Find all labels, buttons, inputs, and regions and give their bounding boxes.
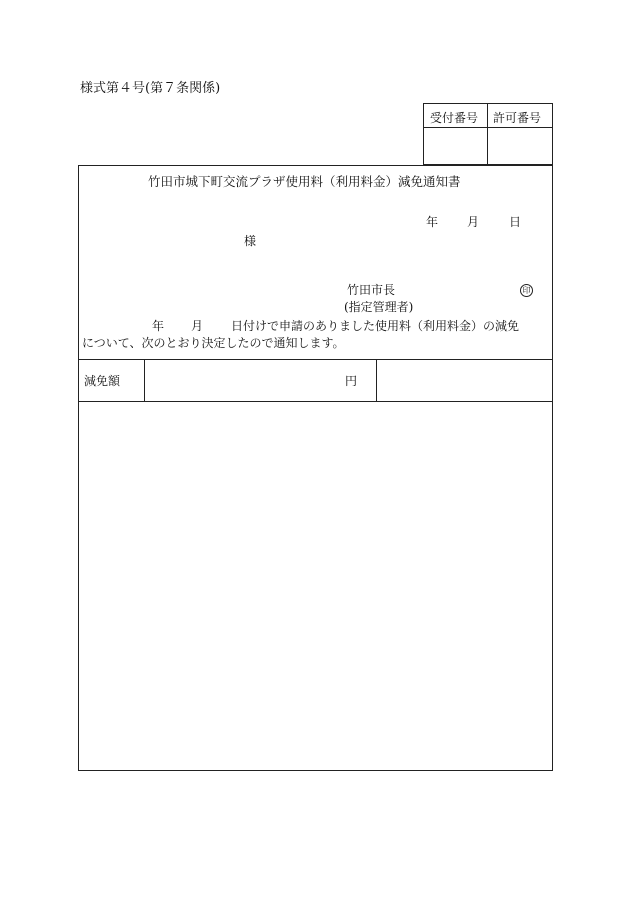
reduction-amount-label: 減免額: [84, 374, 121, 388]
permit-number-header: 許可番号: [493, 111, 542, 125]
document-title: 竹田市城下町交流プラザ使用料（利用料金）減免通知書: [148, 174, 461, 189]
body-text-line2: について、次のとおり決定したので通知します。: [82, 336, 345, 350]
permit-number-field[interactable]: [488, 128, 552, 165]
issuer-name: 竹田市長: [347, 283, 396, 297]
form-label: 様式第４号(第７条関係): [80, 81, 221, 96]
addressee-suffix: 様: [244, 234, 257, 248]
body-text-line1: 日付けで申請のありました使用料（利用料金）の減免: [231, 319, 520, 333]
seal-icon: 印: [520, 284, 533, 297]
date-day-label: 日: [509, 215, 522, 229]
number-box: [423, 103, 553, 165]
reduction-amount-field[interactable]: [145, 360, 375, 401]
yen-unit: 円: [345, 374, 358, 388]
receipt-number-field[interactable]: [424, 128, 487, 165]
date-month-label: 月: [467, 215, 480, 229]
body-month-label: 月: [191, 319, 204, 333]
receipt-number-header: 受付番号: [430, 111, 479, 125]
manager-label: (指定管理者): [344, 300, 414, 314]
date-year-label: 年: [426, 215, 439, 229]
notice-frame: [78, 165, 553, 771]
notes-area[interactable]: [79, 402, 552, 770]
body-year-label: 年: [152, 319, 165, 333]
remarks-field[interactable]: [377, 360, 552, 401]
